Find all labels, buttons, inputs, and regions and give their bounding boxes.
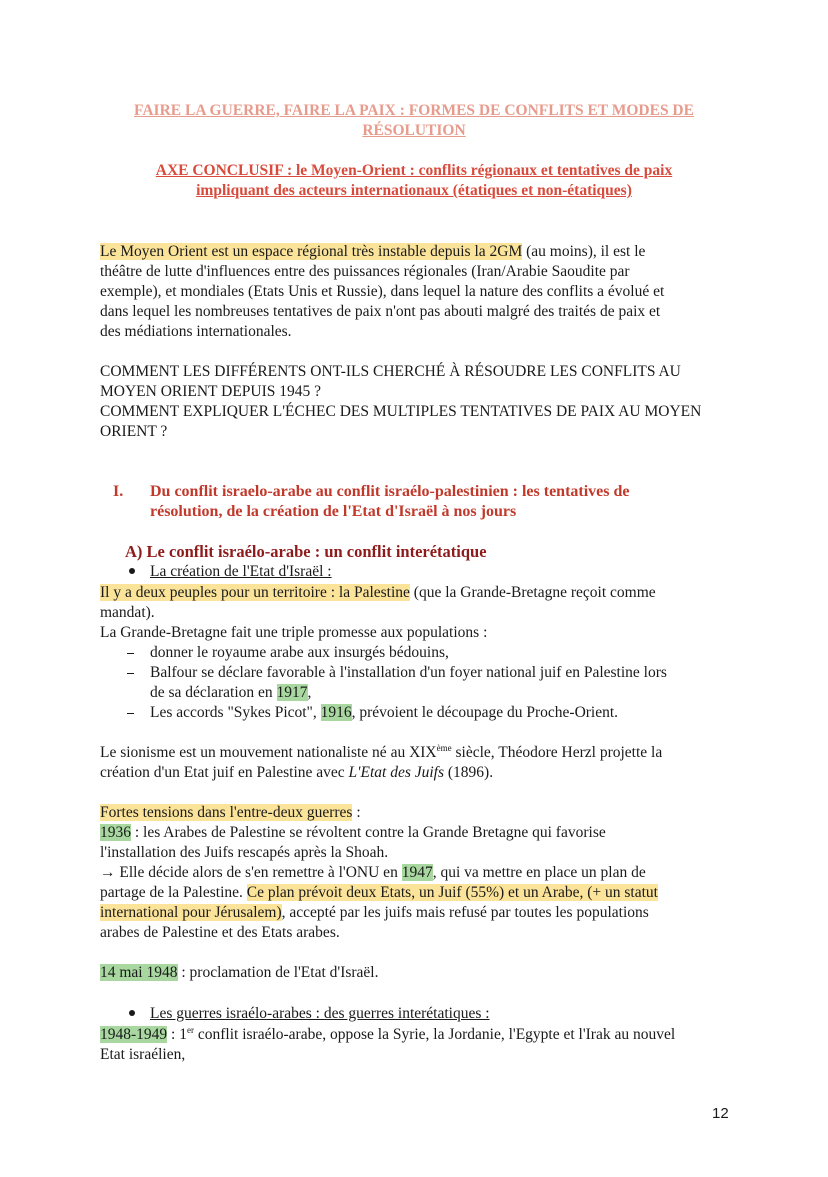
dash-icon: [127, 673, 134, 674]
intro-line1: Le Moyen Orient est un espace régional très instable depuis la 2GM (au moins), il est le: [100, 243, 646, 260]
creation-heading: La création de l'Etat d'Israël :: [150, 563, 332, 580]
tensions-heading: Fortes tensions dans l'entre-deux guerres :: [100, 804, 361, 821]
document-title-line1: FAIRE LA GUERRE, FAIRE LA PAIX : FORMES DE CONFLITS ET MODES DE: [134, 102, 694, 119]
section-title-line2: résolution, de la création de l'Etat d'Israël à nos jours: [150, 503, 517, 520]
dash-icon: [127, 713, 134, 714]
section-number: I.: [113, 483, 124, 500]
tensions-line5: international pour Jérusalem), accepté par les juifs mais refusé par toutes les populations: [100, 904, 649, 921]
intro-line5: des médiations internationales.: [100, 323, 292, 340]
axe-title-line2: impliquant des acteurs internationaux (étatiques et non-étatiques): [196, 182, 632, 199]
proclamation-line: 14 mai 1948 : proclamation de l'Etat d'Israël.: [100, 964, 379, 981]
tensions-line6: arabes de Palestine et des Etats arabes.: [100, 924, 340, 941]
creation-p1-line1: Il y a deux peuples pour un territoire : la Palestine (que la Grande-Bretagne reçoit comme: [100, 584, 656, 601]
subsection-title: A) Le conflit israélo-arabe : un conflit interétatique: [125, 542, 487, 561]
bullet-icon: [129, 1010, 135, 1016]
question-line2: MOYEN ORIENT DEPUIS 1945 ?: [100, 383, 322, 400]
creation-item1: donner le royaume arabe aux insurgés bédouins,: [150, 644, 449, 661]
tensions-line1: 1936 : les Arabes de Palestine se révoltent contre la Grande Bretagne qui favorise: [100, 824, 606, 841]
tensions-line2: l'installation des Juifs rescapés après la Shoah.: [100, 844, 389, 861]
document-title-line2: RÉSOLUTION: [362, 122, 466, 139]
page-number: 12: [712, 1105, 729, 1122]
tensions-line3: → Elle décide alors de s'en remettre à l'ONU en 1947, qui va mettre en place un plan de: [100, 864, 646, 881]
intro-line3: exemple), et mondiales (Etats Unis et Russie), dans lequel la nature des conflits a évolué et: [100, 283, 665, 300]
axe-title-line1: AXE CONCLUSIF : le Moyen-Orient : conflits régionaux et tentatives de paix: [155, 162, 673, 179]
sionisme-line1: Le sionisme est un mouvement nationaliste né au XIXème siècle, Théodore Herzl projette la: [100, 743, 663, 761]
intro-line4: dans lequel les nombreuses tentatives de paix n'ont pas abouti malgré des traités de paix et: [100, 303, 661, 320]
guerres-line1: 1948-1949 : 1er conflit israélo-arabe, oppose la Syrie, la Jordanie, l'Egypte et l'Irak au nouvel: [100, 1025, 676, 1043]
sionisme-line2: création d'un Etat juif en Palestine avec L'Etat des Juifs (1896).: [100, 764, 494, 781]
guerres-line2: Etat israélien,: [100, 1046, 186, 1063]
guerres-heading: Les guerres israélo-arabes : des guerres interétatiques :: [150, 1005, 490, 1022]
creation-item3: Les accords "Sykes Picot", 1916, prévoient le découpage du Proche-Orient.: [150, 704, 619, 721]
intro-highlight: Le Moyen Orient est un espace régional très instable depuis la 2GM: [100, 243, 523, 260]
creation-p1-line2: mandat).: [100, 604, 155, 621]
dash-icon: [127, 653, 134, 654]
creation-item2-line2: de sa déclaration en 1917,: [150, 684, 312, 701]
question-line4: ORIENT ?: [100, 423, 168, 440]
tensions-line4: partage de la Palestine. Ce plan prévoit deux Etats, un Juif (55%) et un Arabe, (+ un statut: [100, 884, 658, 901]
question-line1: COMMENT LES DIFFÉRENTS ONT-ILS CHERCHÉ À RÉSOUDRE LES CONFLITS AU: [100, 363, 681, 380]
bullet-icon: [129, 568, 135, 574]
intro-line2: théâtre de lutte d'influences entre des puissances régionales (Iran/Arabie Saoudite par: [100, 263, 630, 280]
creation-p2: La Grande-Bretagne fait une triple promesse aux populations :: [100, 624, 488, 641]
section-title-line1: Du conflit israelo-arabe au conflit israélo-palestinien : les tentatives de: [150, 483, 630, 500]
creation-item2-line1: Balfour se déclare favorable à l'installation d'un foyer national juif en Palestine lors: [150, 664, 667, 681]
question-line3: COMMENT EXPLIQUER L'ÉCHEC DES MULTIPLES TENTATIVES DE PAIX AU MOYEN: [100, 403, 702, 420]
